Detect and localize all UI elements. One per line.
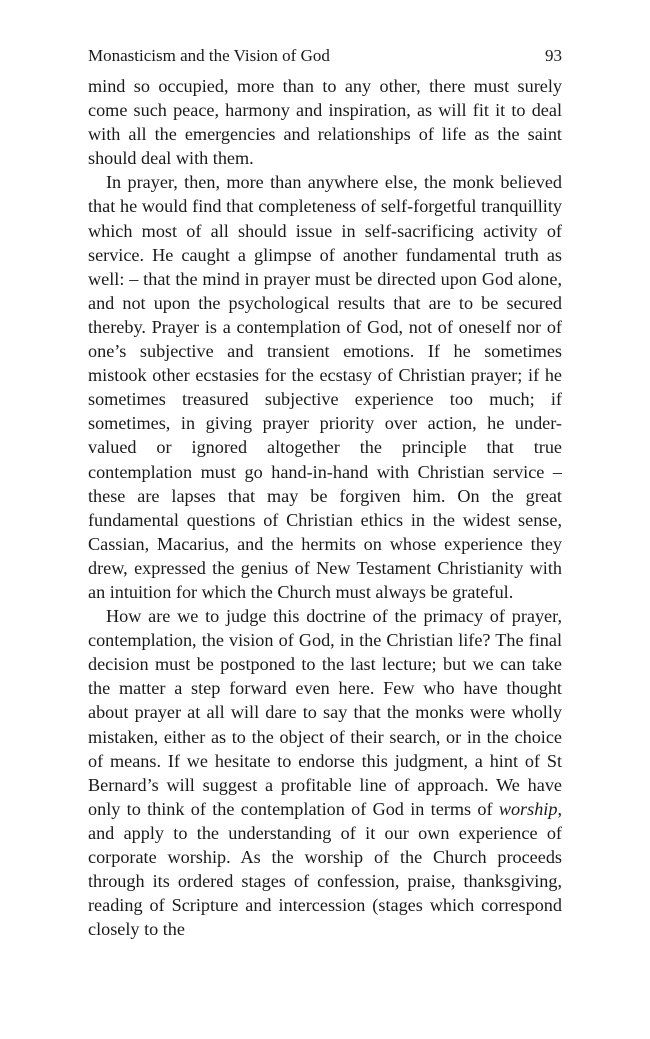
text-segment: In prayer, then, more than anywhere else, the monk believed that he would find that completeness of self-forgetful tranquillity which most of all should issue in self-sacrificing activity of service. He caught a glimpse of another fundamental truth as well: – that the mind in prayer must be directed upon God alone, and not upon the psychological results that are to be secured thereby. Prayer is a contemplation of God, not of oneself nor of one’s subjective and transient emotions. If he sometimes mistook other ecstasies for the ecstasy of Christian prayer; if he sometimes treasured subjective experience too much; if sometimes, in giving prayer priority over action, he under-valued or ignored altogether the principle that true contemplation must go hand-in-hand with Christian service – these are lapses that may be forgiven him. On the great fundamental questions of Christian ethics in the widest sense, Cassian, Macarius, and the hermits on whose experience they drew, expressed the genius of New Testament Christianity with an intuition for which the Church must always be grateful. [88, 172, 562, 602]
paragraph [88, 74, 562, 170]
text-segment: How are we to judge this doctrine of the primacy of prayer, contemplation, the vision of God, in the Christian life? The final decision must be postponed to the last lecture; but we can take the matter a step forward even here. Few who have thought about prayer at all will dare to say that the monks were wholly mistaken, either as to the object of their search, or in the choice of means. If we hesitate to endorse this judgment, a hint of St Bernard’s will suggest a profitable line of approach. We have only to think of the contemplation of God in terms of [88, 606, 562, 819]
paragraph [88, 604, 562, 941]
running-title: Monasticism and the Vision of God [88, 46, 330, 65]
page-number: 93 [545, 46, 562, 65]
running-header [88, 44, 562, 68]
italic-text-segment: worship [498, 798, 558, 819]
text-segment: , and apply to the understanding of it our own experience of corporate worship. As the worship of the Church proceeds through its ordered stages of confession, praise, thanksgiving, reading of Scripture and intercession (stages which correspond closely to the [88, 798, 562, 940]
book-page [88, 44, 562, 941]
body-text [88, 74, 562, 941]
paragraph [88, 170, 562, 604]
text-segment: mind so occupied, more than to any other, there must surely come such peace, harmony and inspiration, as will fit it to deal with all the emergencies and relationships of life as the saint should deal with them. [88, 76, 562, 169]
